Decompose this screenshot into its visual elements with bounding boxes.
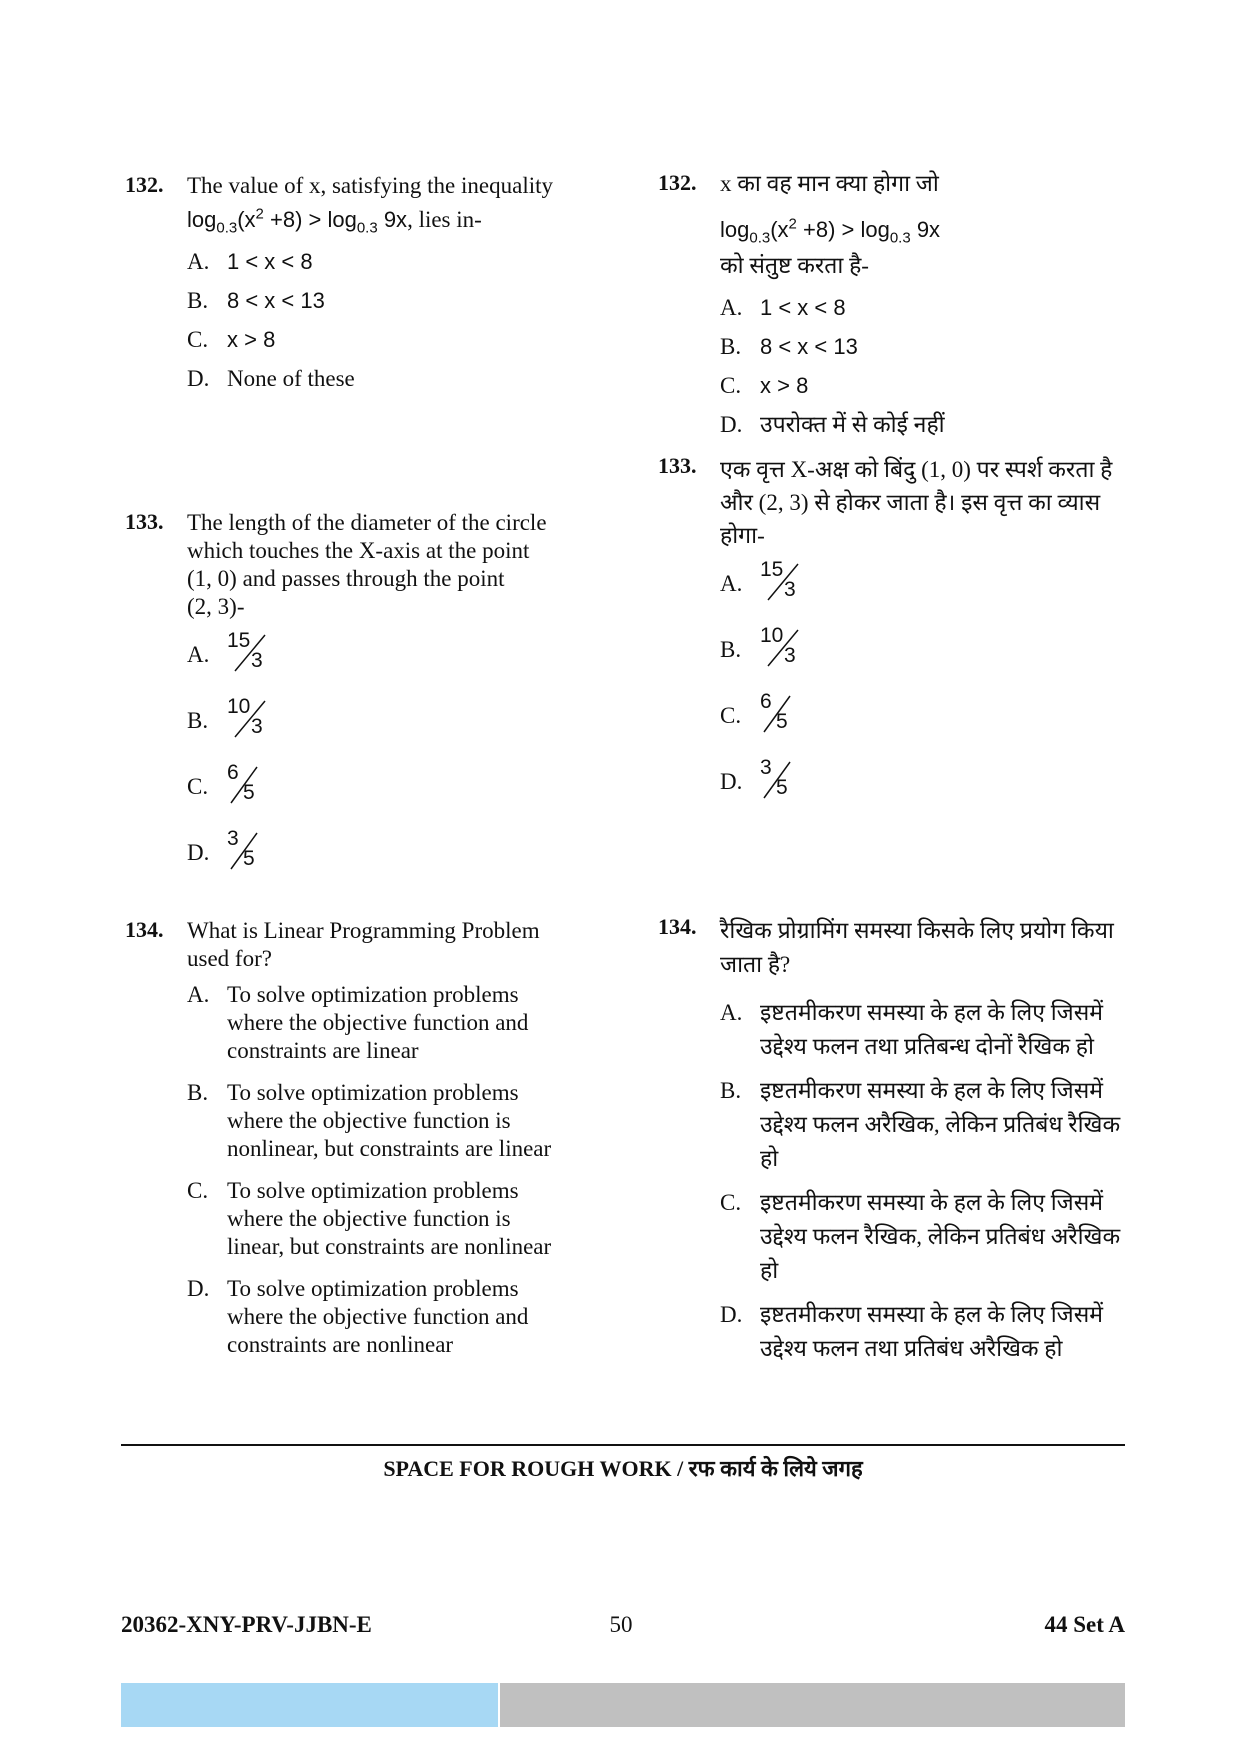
- log-symbol: log: [860, 217, 890, 242]
- page-number: 50: [609, 1612, 633, 1637]
- option-label: D.: [187, 840, 210, 865]
- option-a[interactable]: [187, 981, 595, 1065]
- numerator: 10: [760, 624, 784, 647]
- question-text-line: रैखिक प्रोग्रामिंग समस्या किसके लिए प्रयोग किया: [720, 918, 1114, 943]
- question-text-line: which touches the X-axis at the point: [187, 538, 530, 563]
- option-d[interactable]: [720, 756, 1128, 804]
- option-text: 8 < x < 13: [227, 288, 325, 313]
- option-text: 8 < x < 13: [760, 334, 858, 359]
- option-label: C.: [720, 373, 742, 398]
- question-number: 132.: [125, 172, 164, 197]
- paper-code: 20362-XNY-PRV-JJBN-E: [121, 1612, 372, 1637]
- question-133-hi: [658, 453, 1128, 804]
- option-text-line: उद्देश्य फलन रैखिक, लेकिन प्रतिबंध अरैखिक: [760, 1224, 1121, 1249]
- option-label: A.: [187, 982, 210, 1007]
- inequality-expression: [187, 205, 408, 237]
- question-number: 134.: [658, 914, 697, 939]
- option-text-line: constraints are linear: [227, 1038, 419, 1063]
- option-label: C.: [187, 774, 209, 799]
- numerator: 10: [227, 695, 251, 718]
- question-text-line: एक वृत्त X-अक्ष को बिंदु (1, 0) पर स्पर्श करता है: [720, 457, 1113, 482]
- question-text-line: used for?: [187, 946, 272, 971]
- option-c[interactable]: [187, 761, 595, 809]
- option-b[interactable]: [720, 1074, 1128, 1176]
- option-text-line: where the objective function is: [227, 1108, 511, 1133]
- numerator: 3: [760, 756, 772, 779]
- option-label: C.: [187, 1178, 209, 1203]
- option-label: D.: [720, 412, 743, 437]
- option-b[interactable]: [187, 287, 595, 326]
- option-text-line: where the objective function and: [227, 1010, 529, 1035]
- fraction: [227, 629, 275, 673]
- option-a[interactable]: [720, 558, 1128, 606]
- fraction: [760, 624, 808, 668]
- option-text: 1 < x < 8: [760, 295, 846, 320]
- numerator: 6: [760, 690, 772, 713]
- log-argument-rest: +8) >: [263, 207, 328, 232]
- rhs-argument: 9x: [910, 217, 941, 242]
- option-label: D.: [187, 1276, 210, 1301]
- question-number: 134.: [125, 917, 164, 942]
- option-label: C.: [720, 703, 742, 728]
- option-label: A.: [720, 1000, 743, 1025]
- option-c[interactable]: [720, 372, 1128, 411]
- fraction: [760, 756, 808, 800]
- option-text: x > 8: [227, 327, 276, 352]
- option-text-line: nonlinear, but constraints are linear: [227, 1136, 552, 1161]
- option-label: B.: [720, 1078, 742, 1103]
- inequality-line: [720, 216, 1128, 250]
- question-134-en: [125, 917, 595, 1359]
- option-d[interactable]: [187, 827, 595, 875]
- log-base: 0.3: [216, 219, 238, 237]
- option-label: A.: [187, 249, 210, 274]
- log-argument: (x: [770, 217, 789, 242]
- option-a[interactable]: [720, 294, 1128, 333]
- option-text-line: इष्टतमीकरण समस्या के हल के लिए जिसमें: [760, 1000, 1104, 1025]
- option-b[interactable]: [187, 1079, 595, 1163]
- denominator: 5: [776, 710, 788, 733]
- option-text-line: उद्देश्य फलन तथा प्रतिबन्ध दोनों रैखिक हो: [760, 1034, 1094, 1059]
- question-text-line: The length of the diameter of the circle: [187, 510, 547, 535]
- denominator: 5: [243, 847, 255, 870]
- question-132-hi: [658, 170, 1128, 450]
- option-text-line: To solve optimization problems: [227, 1178, 519, 1203]
- fraction: [227, 827, 275, 871]
- log-argument: (x: [237, 207, 256, 232]
- denominator: 5: [776, 776, 788, 799]
- option-d[interactable]: [720, 1298, 1128, 1366]
- inequality-expression: [720, 215, 941, 247]
- option-text: 1 < x < 8: [227, 249, 313, 274]
- numerator: 15: [760, 558, 784, 581]
- option-b[interactable]: [720, 333, 1128, 372]
- option-a[interactable]: [720, 996, 1128, 1064]
- log-base: 0.3: [749, 229, 771, 247]
- option-text-line: To solve optimization problems: [227, 982, 519, 1007]
- option-c[interactable]: [187, 326, 595, 365]
- option-label: C.: [187, 327, 209, 352]
- option-label: A.: [187, 642, 210, 667]
- question-suffix: , lies in-: [407, 207, 482, 232]
- question-text: x का वह मान क्या होगा जो: [720, 171, 939, 196]
- option-label: A.: [720, 295, 743, 320]
- rough-work-divider: [121, 1444, 1125, 1446]
- option-c[interactable]: [720, 1186, 1128, 1288]
- numerator: 15: [227, 629, 251, 652]
- option-text-line: To solve optimization problems: [227, 1276, 519, 1301]
- option-text-line: हो: [760, 1146, 779, 1171]
- option-label: B.: [720, 334, 742, 359]
- option-b[interactable]: [187, 695, 595, 743]
- footer-bar-gray: [500, 1683, 1125, 1727]
- question-134-hi: [658, 914, 1128, 1366]
- question-number: 132.: [658, 170, 697, 195]
- option-text: None of these: [227, 366, 355, 391]
- log-argument-rest: +8) >: [796, 217, 861, 242]
- question-132-en: [125, 172, 595, 404]
- option-text-line: linear, but constraints are nonlinear: [227, 1234, 552, 1259]
- denominator: 3: [784, 578, 796, 601]
- question-text-line: (2, 3)-: [187, 594, 245, 619]
- option-a[interactable]: [187, 629, 595, 677]
- fraction: [760, 690, 808, 734]
- option-label: B.: [187, 288, 209, 313]
- log-base: 0.3: [889, 229, 911, 247]
- option-text-line: constraints are nonlinear: [227, 1332, 454, 1357]
- fraction: [760, 558, 808, 602]
- option-label: D.: [720, 769, 743, 794]
- log-symbol: log: [720, 217, 750, 242]
- question-number: 133.: [658, 453, 697, 478]
- option-label: C.: [720, 1190, 742, 1215]
- fraction: [227, 695, 275, 739]
- option-c[interactable]: [720, 690, 1128, 738]
- fraction: [227, 761, 275, 805]
- option-d[interactable]: [187, 365, 595, 404]
- numerator: 3: [227, 827, 239, 850]
- option-label: B.: [187, 708, 209, 733]
- exponent: 2: [255, 205, 264, 223]
- log-symbol: log: [327, 207, 357, 232]
- option-text: उपरोक्त में से कोई नहीं: [760, 412, 945, 437]
- denominator: 3: [251, 649, 263, 672]
- option-d[interactable]: [187, 1275, 595, 1359]
- option-label: D.: [187, 366, 210, 391]
- option-c[interactable]: [187, 1177, 595, 1261]
- option-text-line: इष्टतमीकरण समस्या के हल के लिए जिसमें: [760, 1190, 1104, 1215]
- inequality-line: [187, 206, 595, 240]
- option-a[interactable]: [187, 248, 595, 287]
- question-number: 133.: [125, 509, 164, 534]
- option-text-line: where the objective function and: [227, 1304, 529, 1329]
- option-text: x > 8: [760, 373, 809, 398]
- question-text-line: जाता है?: [720, 952, 791, 977]
- option-text-line: इष्टतमीकरण समस्या के हल के लिए जिसमें: [760, 1302, 1104, 1327]
- denominator: 5: [243, 781, 255, 804]
- log-base: 0.3: [356, 219, 378, 237]
- log-symbol: log: [187, 207, 217, 232]
- denominator: 3: [251, 715, 263, 738]
- question-text: The value of x, satisfying the inequality: [187, 173, 553, 198]
- question-133-en: [125, 509, 595, 875]
- footer-bar-blue: [121, 1683, 498, 1727]
- option-label: D.: [720, 1302, 743, 1327]
- question-text-line: और (2, 3) से होकर जाता है। इस वृत्त का व्यास: [720, 490, 1101, 515]
- option-b[interactable]: [720, 624, 1128, 672]
- question-text-line: होगा-: [720, 523, 765, 548]
- option-label: A.: [720, 571, 743, 596]
- set-label: 44 Set A: [1044, 1612, 1125, 1637]
- rough-work-heading: SPACE FOR ROUGH WORK / रफ कार्य के लिये जगह: [383, 1456, 863, 1481]
- option-d[interactable]: [720, 411, 1128, 450]
- option-text-line: where the objective function is: [227, 1206, 511, 1231]
- denominator: 3: [784, 644, 796, 667]
- option-label: B.: [187, 1080, 209, 1105]
- question-suffix: को संतुष्ट करता है-: [720, 253, 869, 278]
- option-text-line: उद्देश्य फलन अरैखिक, लेकिन प्रतिबंध रैखिक: [760, 1112, 1121, 1137]
- option-text-line: इष्टतमीकरण समस्या के हल के लिए जिसमें: [760, 1078, 1104, 1103]
- option-text-line: हो: [760, 1258, 779, 1283]
- rhs-argument: 9x: [377, 207, 408, 232]
- option-text-line: To solve optimization problems: [227, 1080, 519, 1105]
- question-text-line: (1, 0) and passes through the point: [187, 566, 505, 591]
- numerator: 6: [227, 761, 239, 784]
- option-text-line: उद्देश्य फलन तथा प्रतिबंध अरैखिक हो: [760, 1336, 1063, 1361]
- exponent: 2: [788, 215, 797, 233]
- question-text-line: What is Linear Programming Problem: [187, 918, 540, 943]
- option-label: B.: [720, 637, 742, 662]
